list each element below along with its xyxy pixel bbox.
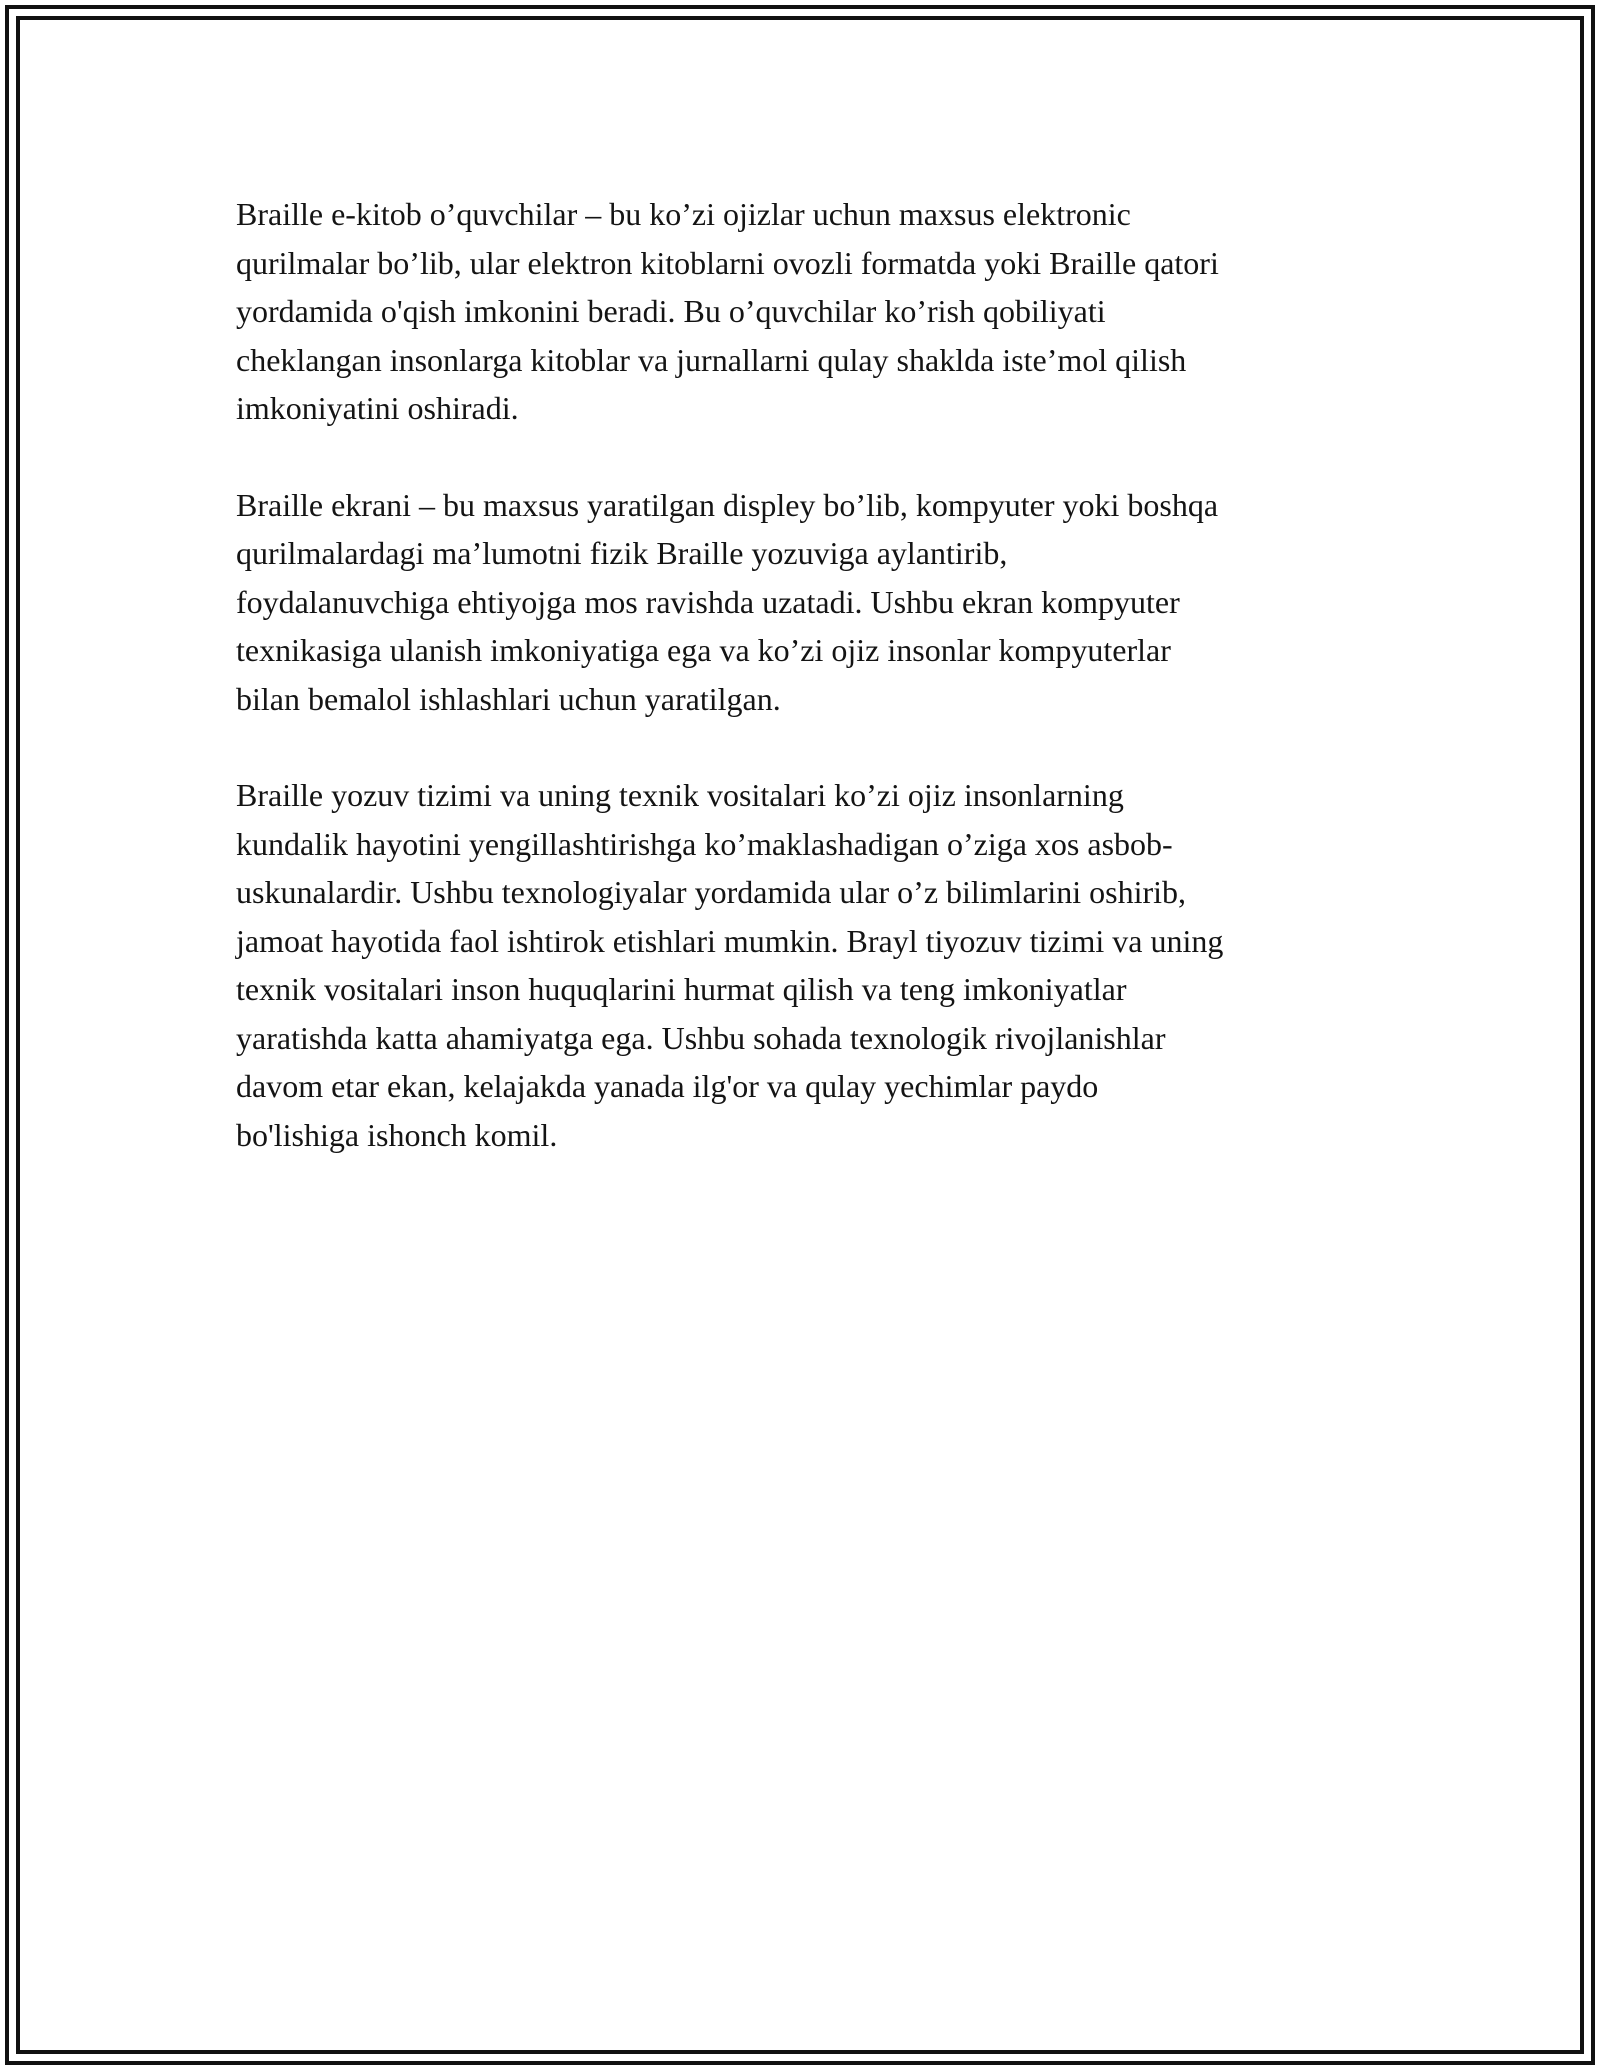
paragraph-braille-system-conclusion: Braille yozuv tizimi va uning texnik vositalari ko’zi ojiz insonlarning kundalik hayotini yengillashtirishga ko’maklashadigan o’ziga xos asbob- uskunalardir. Ushbu texnologiyalar yordamida ular o’z bilimlarini oshirib, jamoat hayotida faol ishtirok etishlari mumkin. Brayl tiyozuv tizimi va uning texnik vositalari inson huquqlarini hurmat qilish va teng imkoniyatlar yaratishda katta ahamiyatga ega. Ushbu sohada texnologik rivojlanishlar davom etar ekan, kelajakda yanada ilg'or va qulay yechimlar paydo bo'lishiga ishonch komil. <box>236 777 1224 1153</box>
document-body <box>236 190 1371 1207</box>
paragraph-braille-display: Braille ekrani – bu maxsus yaratilgan displey bo’lib, kompyuter yoki boshqa qurilmalardagi ma’lumotni fizik Braille yozuviga aylantirib, foydalanuvchiga ehtiyojga mos ravishda uzatadi. Ushbu ekran kompyuter texnikasiga ulanish imkoniyatiga ega va ko’zi ojiz insonlar kompyuterlar bilan bemalol ishlashlari uchun yaratilgan. <box>236 486 1219 717</box>
paragraph-braille-ebook-readers: Braille e-kitob o’quvchilar – bu ko’zi ojizlar uchun maxsus elektronic qurilmalar bo’lib, ular elektron kitoblarni ovozli formatda yoki Braille qatori yordamida o'qish imkonini beradi. Bu o’quvchilar ko’rish qobiliyati cheklangan insonlarga kitoblar va jurnallarni qulay shakldа iste’mol qilish imkoniyatini oshiradi. <box>236 196 1219 426</box>
